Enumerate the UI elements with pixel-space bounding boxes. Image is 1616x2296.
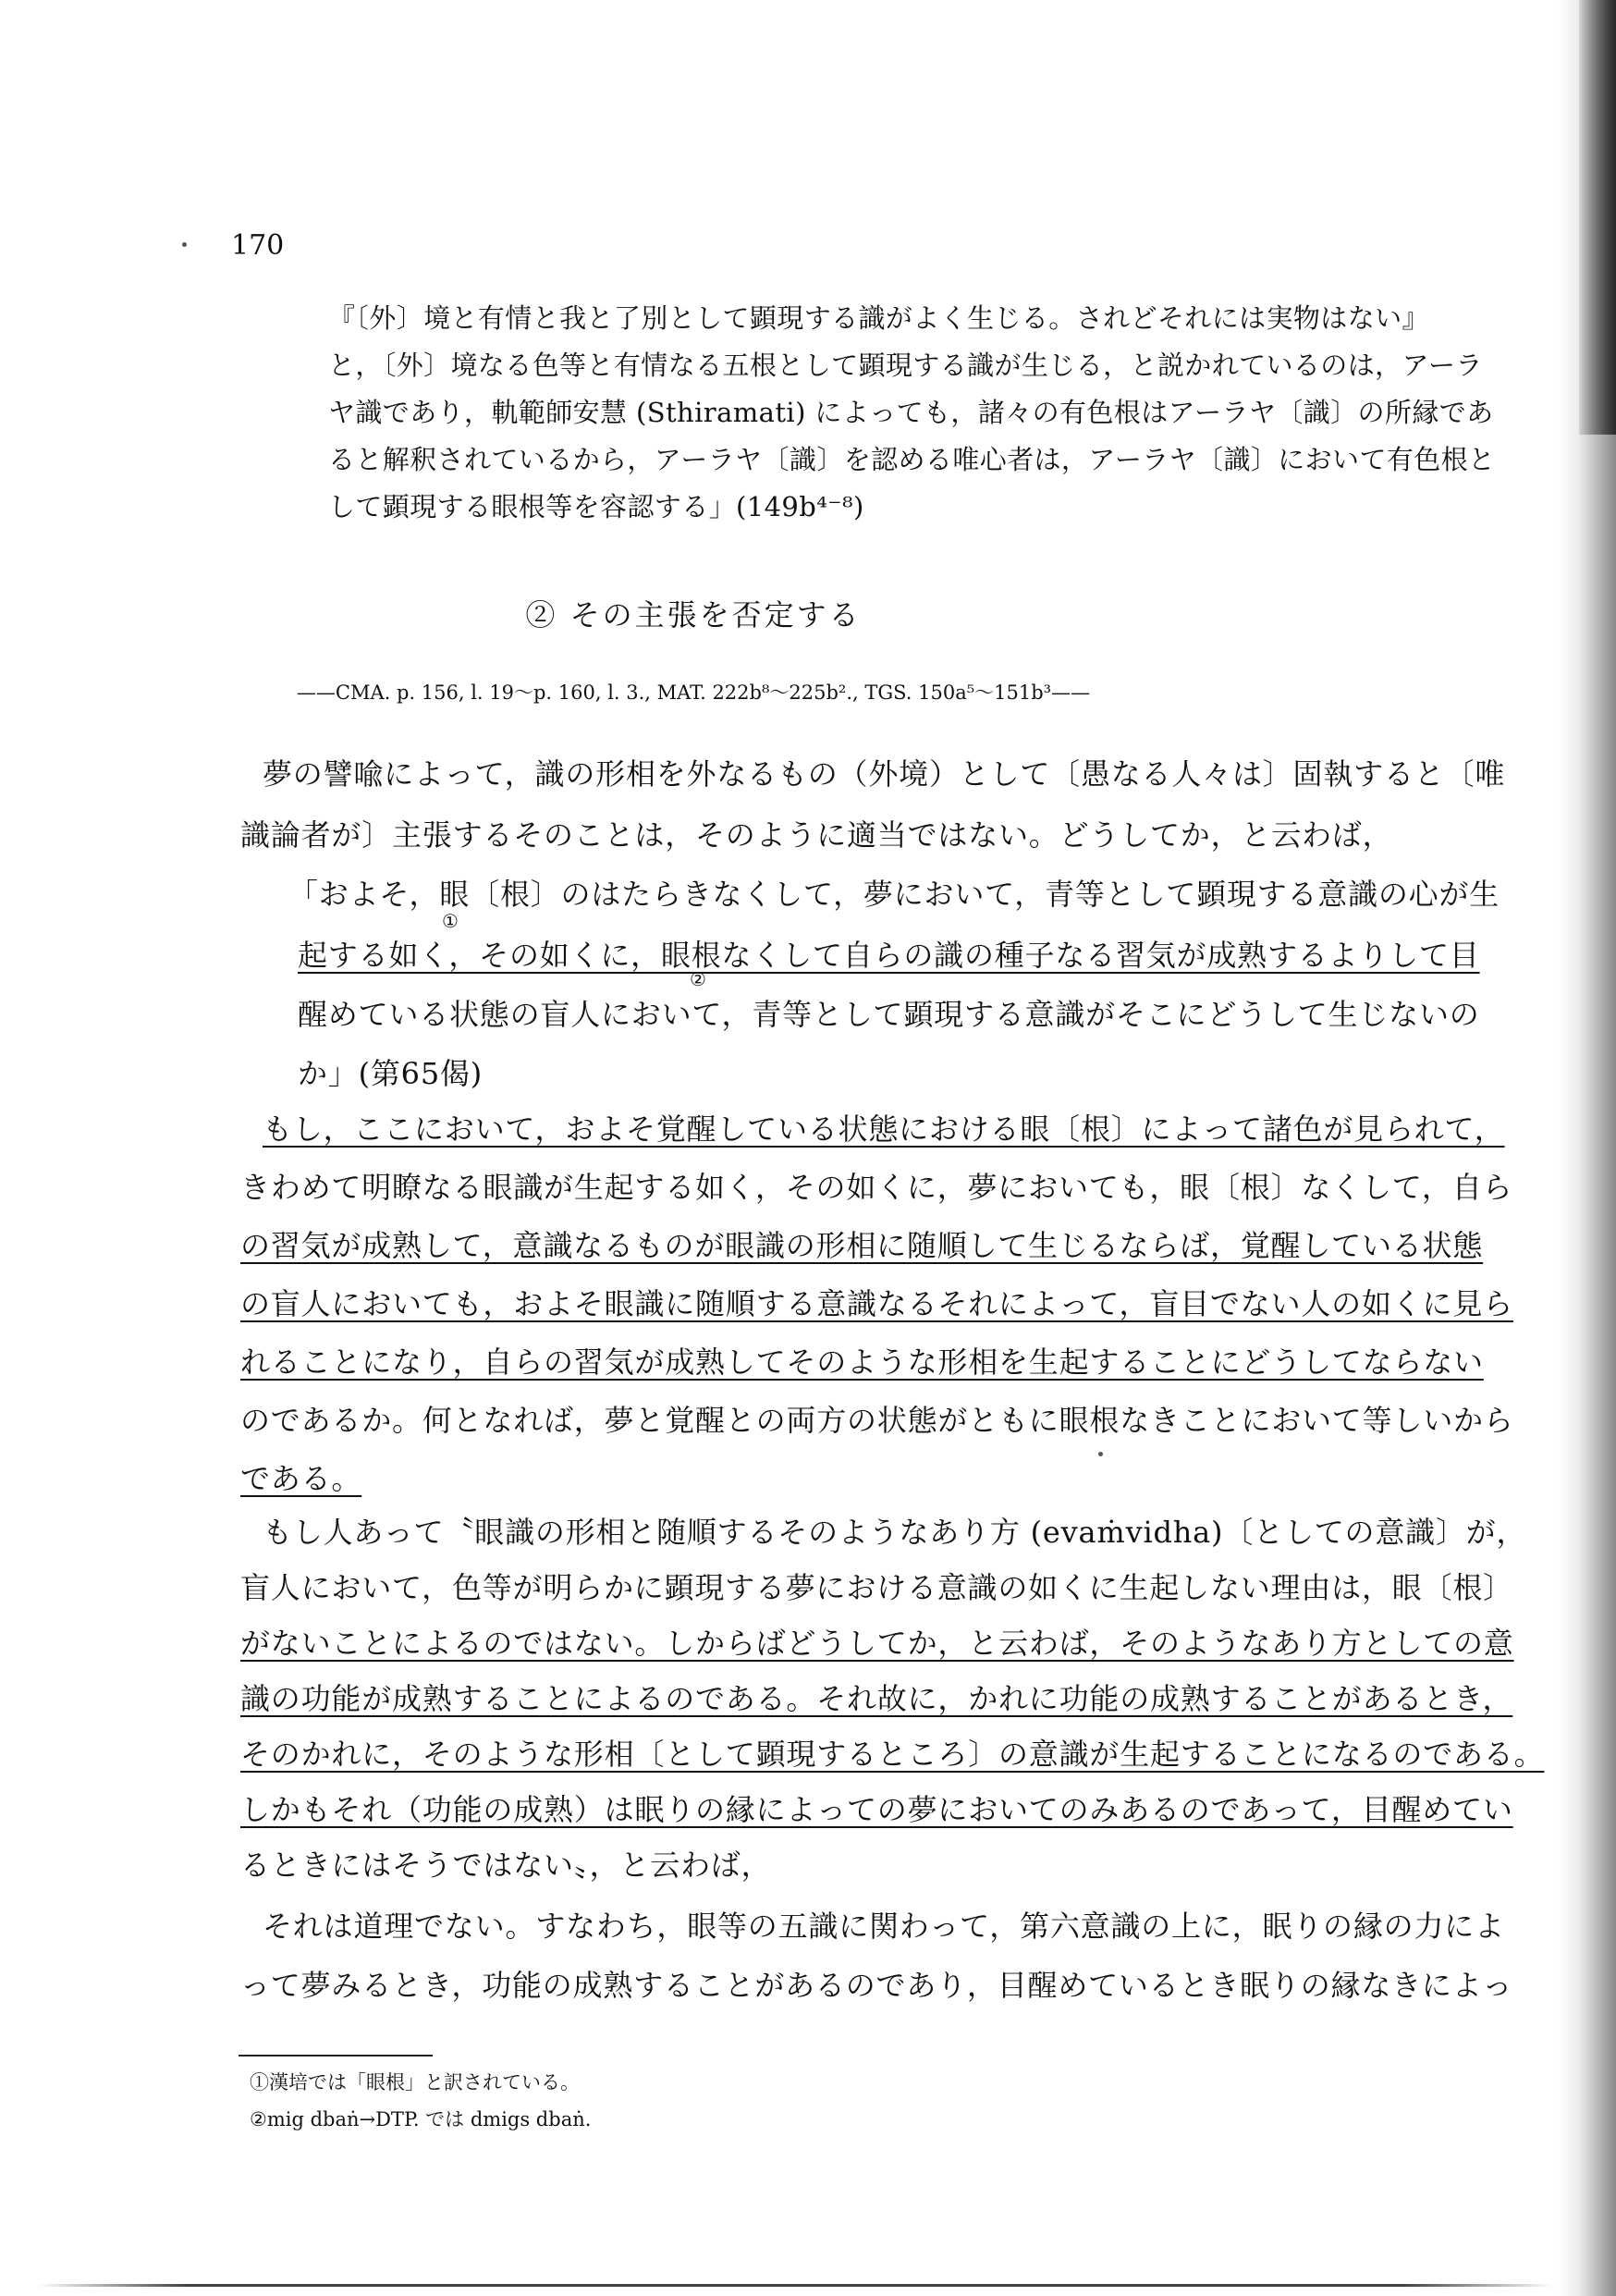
quote-line: ると解釈されているから，アーラヤ〔識〕を認める唯心者は，アーラヤ〔識〕において有色根と: [328, 444, 1496, 475]
body-line: って夢みるとき，功能の成熟することがあるのであり，目醒めているとき眠りの縁なきによっ: [240, 1968, 1513, 2003]
body-line: もし人あって〝眼識の形相と随順するそのようなあり方 (evaṁvidha)〔としての意識〕が，: [263, 1515, 1527, 1550]
body-line: それは道理でない。すなわち，眼等の五識に関わって，第六意識の上に，眠りの縁の力によ: [263, 1909, 1505, 1944]
body-line: れることになり，自らの習気が成熟してそのような形相を生起することにどうしてならない: [240, 1344, 1484, 1380]
body-line: るときにはそうではない〟，と云わば，: [240, 1848, 772, 1883]
verse-line: 醒めている状態の盲人において，青等として顕現する意識がそこにどうして生じないの: [298, 997, 1480, 1032]
body-line: の習気が成熟して，意識なるものが眼識の形相に随順して生じるならば，覚醒している状態: [240, 1228, 1484, 1263]
footnote: ②mig dbaṅ→DTP. では dmigs dbaṅ.: [250, 2108, 592, 2130]
scan-speck: [182, 242, 187, 247]
body-line: である。: [240, 1461, 362, 1496]
body-line: しかもそれ（功能の成熟）は眠りの縁によっての夢においてのみあるのであって，目醒めてい: [240, 1792, 1513, 1827]
footnote: ①漢培では「眼根」と訳されている。: [250, 2071, 580, 2093]
footnote-separator: [239, 2055, 433, 2057]
body-line: そのかれに，そのような形相〔として顕現するところ〕の意識が生起することになるのである。: [240, 1737, 1545, 1772]
body-line: 識論者が〕主張するそのことは，そのように適当ではない。どうしてか，と云わば，: [240, 817, 1393, 853]
verse-line: 起する如く，その如くに，眼根なくして自らの識の種子なる習気が成熟するよりして目: [298, 938, 1480, 973]
body-line: がないことによるのではない。しからばどうしてか，と云わば，そのようなあり方としての意: [240, 1626, 1514, 1661]
scan-speck: [1098, 1452, 1103, 1456]
body-line: 夢の譬喩によって，識の形相を外なるもの（外境）として〔愚なる人々は〕固執すると〔唯: [263, 756, 1506, 792]
scan-bottom-edge: [37, 2284, 1553, 2287]
body-line: 識の功能が成熟することによるのである。それ故に，かれに功能の成熟することがあるとき，: [240, 1681, 1513, 1716]
scan-edge-dark: [1579, 0, 1616, 435]
body-line: の盲人においても，およそ眼識に随順する意識なるそれによって，盲目でない人の如くに見ら: [240, 1286, 1513, 1321]
body-line: きわめて明瞭なる眼識が生起する如く，その如くに，夢においても，眼〔根〕なくして，自ら: [240, 1170, 1513, 1205]
quote-line: ヤ識であり，軌範師安慧 (Sthiramati) によっても，諸々の有色根はアーラヤ〔識〕の所縁であ: [328, 397, 1494, 428]
footnote-marker: ②: [690, 968, 706, 990]
quote-line: 『〔外〕境と有情と我と了別として顕現する識がよく生じる。されどそれには実物はない』: [328, 302, 1429, 334]
footnote-marker: ①: [442, 910, 459, 932]
section-heading: ② その主張を否定する: [525, 597, 862, 632]
page-number: 170: [231, 229, 285, 262]
body-line: もし，ここにおいて，およそ覚醒している状態における眼〔根〕によって諸色が見られて，: [263, 1111, 1505, 1147]
quote-line: と，〔外〕境なる色等と有情なる五根として顕現する識が生じる，と説かれているのは，アーラ: [328, 350, 1483, 381]
verse-line: か」(第65偈): [298, 1056, 484, 1091]
quote-line: して顕現する眼根等を容認する」(149b⁴⁻⁸): [328, 491, 864, 522]
verse-line: 「およそ，眼〔根〕のはたらきなくして，夢において，青等として顕現する意識の心が生: [288, 877, 1500, 912]
body-line: のであるか。何となれば，夢と覚醒との両方の状態がともに眼根なきことにおいて等しいから: [240, 1403, 1514, 1438]
section-reference: ——CMA. p. 156, l. 19～p. 160, l. 3., MAT. 222b⁸～225b²., TGS. 150a⁵～151b³——: [296, 681, 1091, 704]
body-line: 盲人において，色等が明らかに顕現する夢における意識の如くに生起しない理由は，眼〔根〕: [240, 1570, 1513, 1605]
